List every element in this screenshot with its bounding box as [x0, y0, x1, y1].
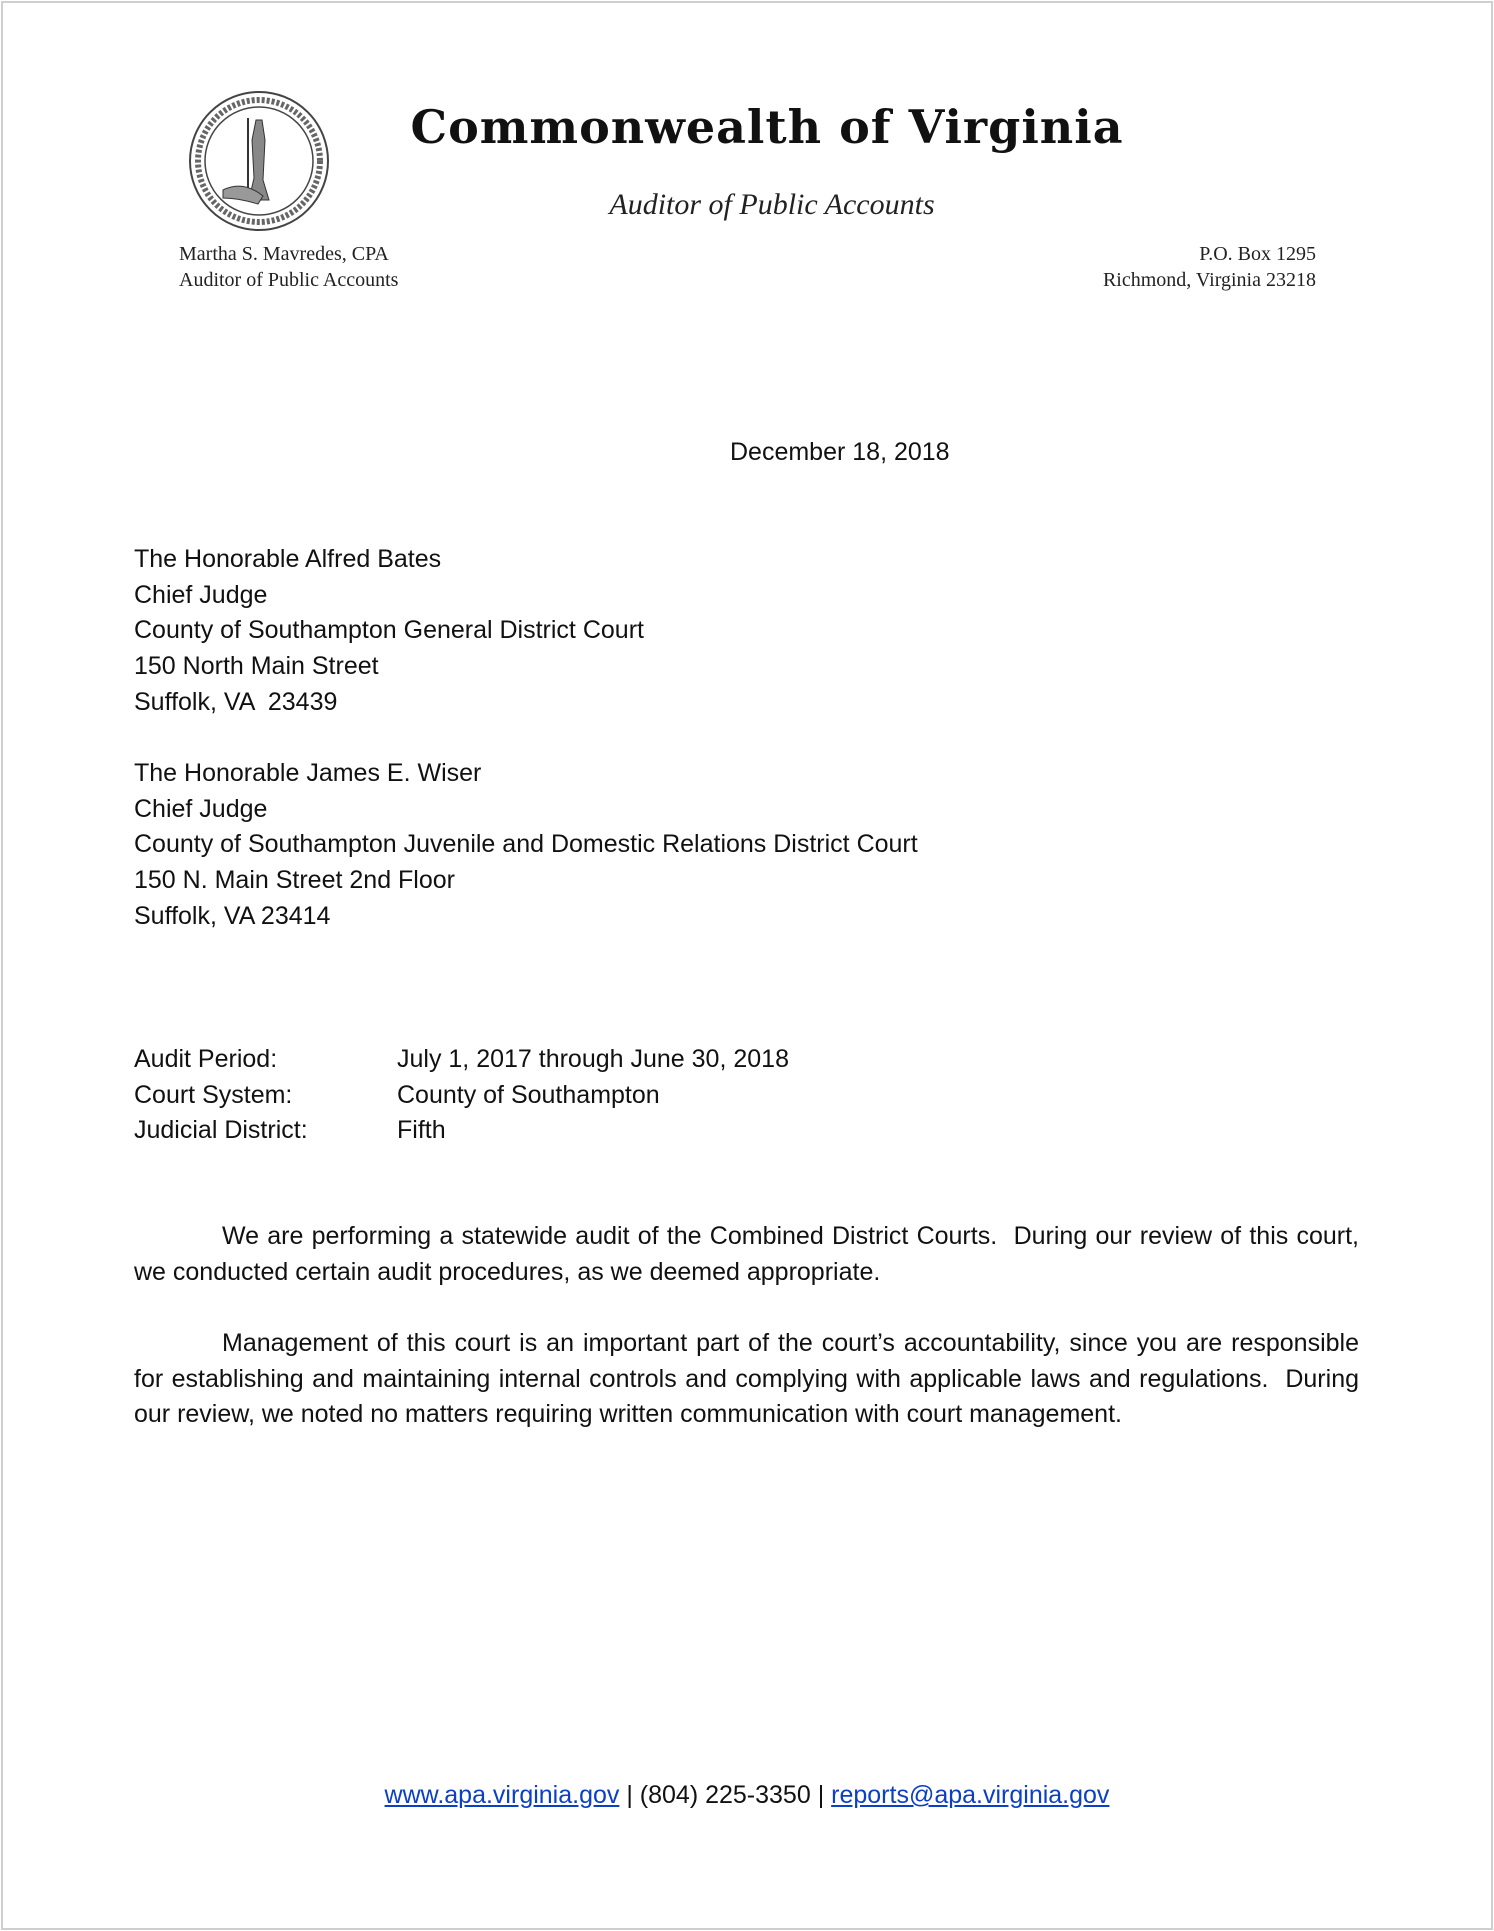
- audit-info-value: July 1, 2017 through June 30, 2018: [397, 1045, 789, 1073]
- footer: [0, 1778, 1494, 1814]
- addressee-block: [134, 542, 644, 721]
- audit-info: [134, 1042, 789, 1149]
- court-system-row: [134, 1078, 789, 1114]
- body-paragraph: [134, 1219, 1366, 1290]
- audit-info-label: Audit Period:: [134, 1045, 278, 1073]
- letter-date: December 18, 2018: [730, 438, 950, 466]
- separator: |: [810, 1781, 832, 1809]
- po-box: P.O. Box 1295: [1199, 243, 1316, 265]
- addressee-line: Suffolk, VA 23439: [134, 687, 338, 716]
- city-state: Richmond, Virginia 23218: [1102, 269, 1316, 291]
- judicial-district-row: [134, 1113, 789, 1149]
- addressee-block: [134, 756, 918, 935]
- addressee-line: Suffolk, VA 23414: [134, 901, 331, 930]
- addressee-line: Chief Judge: [134, 794, 268, 823]
- audit-period-row: [134, 1042, 789, 1078]
- phone-number: (804) 225-3350: [639, 1781, 811, 1809]
- body-paragraph: [134, 1326, 1366, 1433]
- paragraph-text: Management of this court is an important part of the court’s accountability, since you are responsible for establishing and maintaining internal controls and complying with applicable laws and regulations. During our review, we noted no matters requiring written communication with court management.: [134, 1329, 1366, 1429]
- audit-info-value: Fifth: [397, 1116, 446, 1145]
- website-link[interactable]: www.apa.virginia.gov: [384, 1781, 620, 1809]
- auditor-name-block: [179, 241, 398, 293]
- separator: |: [619, 1781, 640, 1809]
- addressee-line: The Honorable Alfred Bates: [134, 545, 442, 573]
- office-address-block: [1103, 241, 1316, 293]
- paragraph-text: We are performing a statewide audit of the Combined District Courts. During our review of this court, we conducted certain audit procedures, as we deemed appropriate.: [134, 1222, 1366, 1286]
- letterhead-subtitle: Auditor of Public Accounts: [609, 188, 935, 221]
- email-link[interactable]: reports@apa.virginia.gov: [831, 1781, 1110, 1809]
- audit-info-label: Court System:: [134, 1080, 293, 1109]
- audit-info-label: Judicial District:: [134, 1116, 308, 1145]
- addressee-line: County of Southampton General District Court: [134, 616, 644, 645]
- addressee-line: 150 N. Main Street 2nd Floor: [134, 866, 455, 895]
- auditor-name: Martha S. Mavredes, CPA: [179, 243, 389, 265]
- letterhead-title: Commonwealth of Virginia: [410, 100, 1124, 154]
- addressee-line: County of Southampton Juvenile and Domestic Relations District Court: [134, 830, 918, 859]
- addressee-line: 150 North Main Street: [134, 652, 379, 681]
- audit-info-value: County of Southampton: [397, 1080, 660, 1109]
- auditor-title: Auditor of Public Accounts: [179, 269, 399, 291]
- addressee-line: The Honorable James E. Wiser: [134, 759, 482, 787]
- addressee-line: Chief Judge: [134, 580, 268, 609]
